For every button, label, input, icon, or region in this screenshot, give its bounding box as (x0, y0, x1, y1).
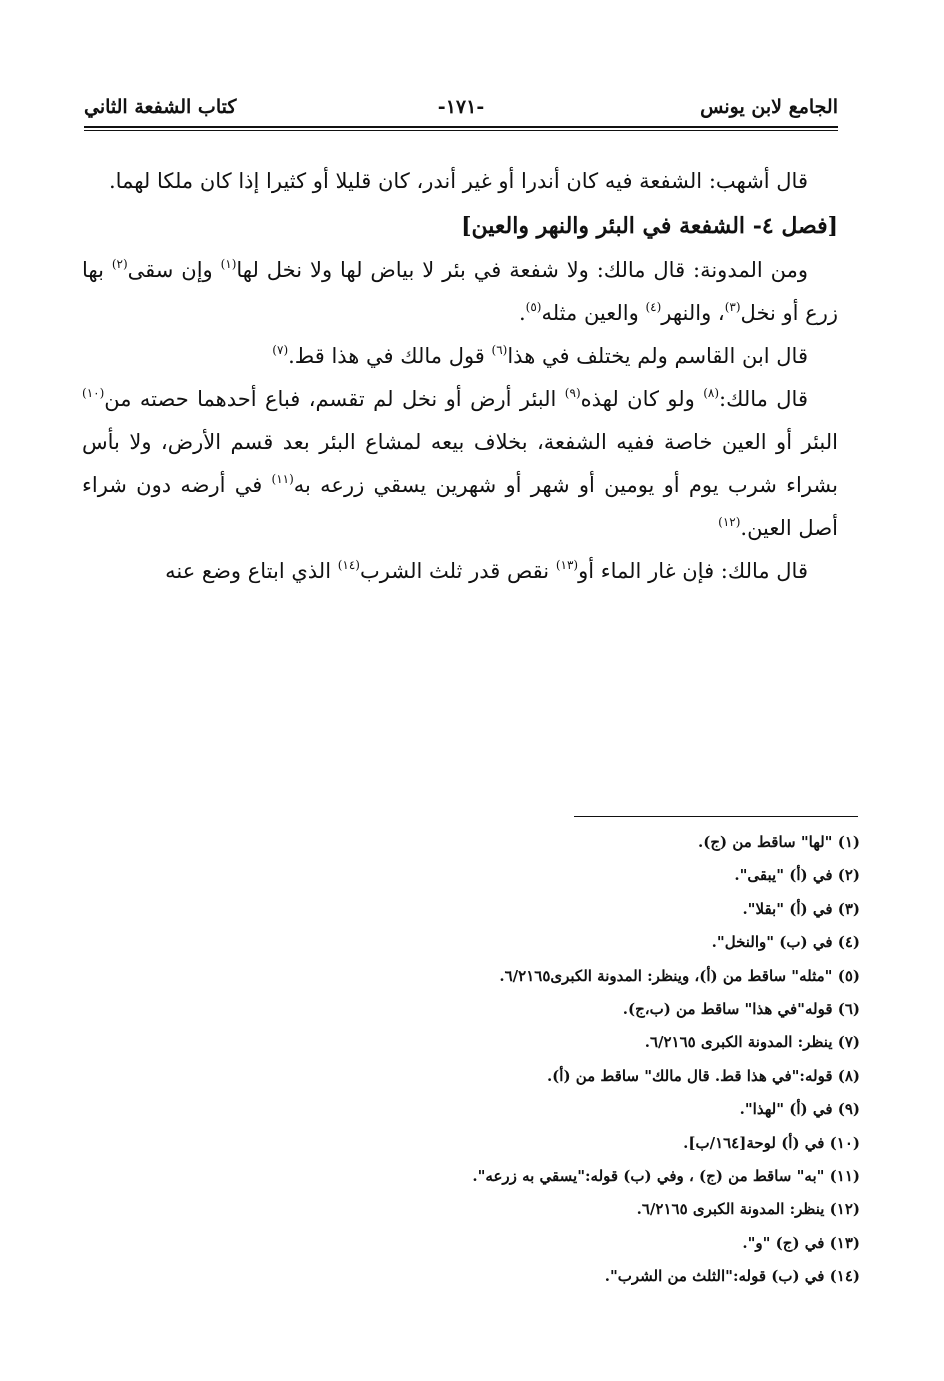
section-heading: [فصل ٤- الشفعة في البئر والنهر والعين] (461, 213, 838, 239)
footnote-ref: (٨) (703, 386, 720, 400)
header-rule-thin (84, 130, 838, 131)
page-number: -١٧١- (437, 96, 485, 118)
footnote-ref: (١٢) (718, 515, 741, 529)
footnote-ref: (٢) (111, 257, 128, 271)
footnote: (١٢) ينظر: المدونة الكبرى ٦/٢١٦٥. (636, 1200, 860, 1219)
footnote-ref: (٧) (272, 343, 289, 357)
footnote-ref: (١٠) (82, 386, 105, 400)
header-book-title: الجامع لابن يونس (700, 96, 838, 118)
footnote-ref: (٤) (645, 300, 662, 314)
footnote-ref: (١) (220, 257, 237, 271)
footnote: (٣) في (أ) "بقلا". (742, 899, 860, 918)
footnote: (٢) في (أ) "يبقى". (734, 866, 860, 885)
paragraph-malik-water: قال مالك: فإن غار الماء أو$^{(١٣)}$ نقص قدر ثلث الشرب$^{(١٤)}$ الذي ابتاع وضع عنه (165, 558, 808, 583)
footnote: (٥) "مثله" ساقط من (أ)، وينظر: المدونة الكبرى٦/٢١٦٥. (499, 966, 860, 985)
footnote-ref: (٥) (525, 300, 542, 314)
paragraph-ashhab: قال أشهب: الشفعة فيه كان أندرا أو غير أندر، كان قليلا أو كثيرا إذا كان ملكا لهما. (109, 169, 808, 193)
paragraph-malik-well: قال مالك:$^{(٨)}$ ولو كان لهذه$^{(٩)}$ البئر أرض أو نخل لم تقسم، فباع أحدهما حصته من$^{(١٠)}$ البئر أو العين خاصة ففيه الشفعة، بخلاف بيعه لمشاع البئر بعد قسم الأرض، ولا بأس بشراء شرب يوم أو يومين أو شهر أو شهرين يسقي زرعه به$^{(١١)}$ في أرضه دون شراء أصل العين.$^{(١٢)}$ (82, 386, 838, 540)
footnote: (١٣) في (ج) "و". (742, 1233, 860, 1252)
footnote-separator (574, 816, 858, 817)
footnote-ref: (١٣) (555, 558, 579, 572)
main-text (82, 160, 838, 593)
paragraph-ibn-qasim: قال ابن القاسم ولم يختلف في هذا$^{(٦)}$ قول مالك في هذا قط.$^{(٧)}$ (272, 343, 808, 368)
footnote-ref: (٩) (564, 386, 581, 400)
footnote: (١) "لها" ساقط من (ج). (698, 833, 860, 851)
footnote-ref: (١١) (271, 472, 294, 486)
footnote-ref: (١٤) (337, 558, 360, 572)
header-rule (84, 126, 838, 128)
header-chapter-title: كتاب الشفعة الثاني (84, 96, 237, 118)
footnote-ref: (٣) (724, 300, 741, 314)
footnote: (١٤) في (ب) قوله:"الثلث من الشرب". (604, 1267, 860, 1286)
footnote: (٦) قوله"في هذا" ساقط من (ب،ج). (622, 1000, 860, 1019)
paragraph-mudawwana: ومن المدونة: قال مالك: ولا شفعة في بئر لا بياض لها ولا نخل لها$^{(١)}$ وإن سقى$^{(٢)}$ بها زرع أو نخل$^{(٣)}$، والنهر$^{(٤)}$ والعين مثله$^{(٥)}$. (82, 257, 838, 325)
footnote: (٩) في (أ) "لهذا". (739, 1100, 860, 1119)
footnote: (٧) ينظر: المدونة الكبرى ٦/٢١٦٥. (644, 1033, 860, 1052)
footnote: (١٠) في (أ) لوحة[١٦٤/ب]. (683, 1133, 860, 1152)
running-header (84, 92, 838, 126)
footnote-ref: (٦) (491, 343, 508, 357)
footnotes-list (100, 826, 860, 1294)
footnote: (١١) "به" ساقط من (ج) ، وفي (ب) قوله:"يسقي به زرعه". (472, 1167, 860, 1186)
footnote: (٨) قوله:"في هذا قط. قال مالك" ساقط من (أ). (546, 1066, 860, 1085)
footnote: (٤) في (ب) "والنخل". (711, 933, 860, 952)
